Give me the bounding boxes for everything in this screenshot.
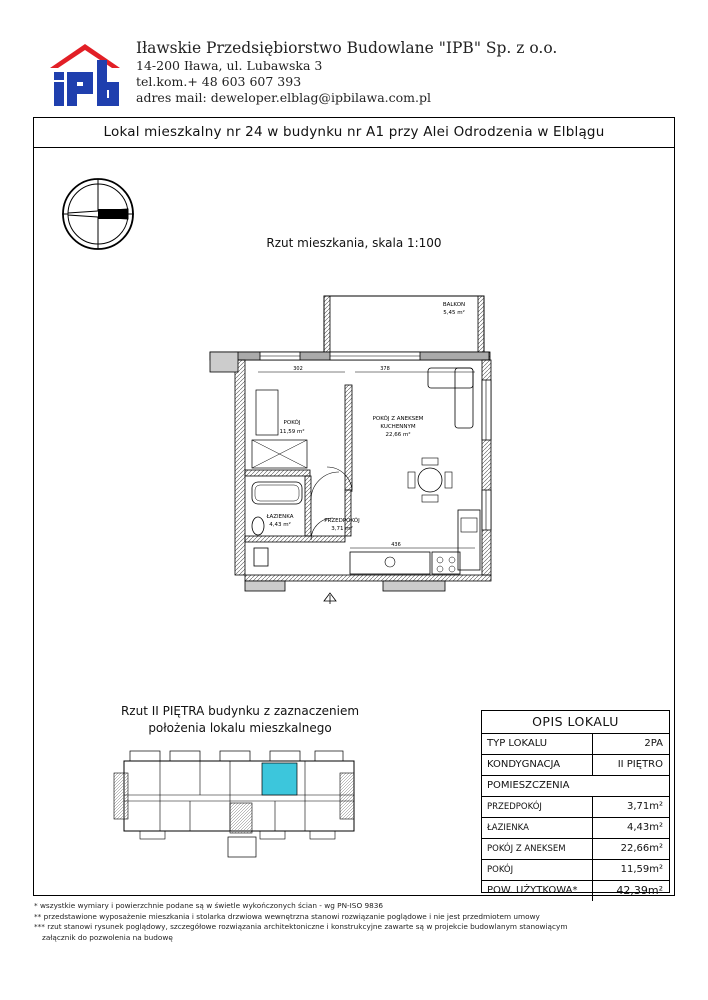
table-row-total	[482, 881, 669, 901]
ipb-logo	[46, 42, 124, 108]
footnotes	[34, 901, 674, 943]
apartment-floor-plan	[200, 290, 500, 610]
lazienka-area: 4,43 m²	[269, 522, 291, 528]
pokoj-label: POKÓJ	[283, 420, 301, 426]
lazienka-label: ŁAZIENKA	[266, 514, 294, 520]
row-label: POMIESZCZENIA	[487, 780, 570, 791]
row-value: 11,59m²	[620, 864, 663, 875]
dimension-436: 436	[391, 542, 401, 548]
table-row	[482, 839, 669, 860]
company-info	[136, 38, 557, 106]
apartment-highlight	[262, 763, 297, 795]
opis-lokalu-table	[481, 710, 670, 897]
table-row	[482, 755, 669, 776]
table-row	[482, 860, 669, 881]
footnote: *** rzut stanowi rysunek poglądowy, szczegółowe rozwiązania architektoniczne i konstrukcyjne zawarte są w projekcie budowlanym stanowiącym	[34, 922, 568, 931]
opis-title: OPIS LOKALU	[482, 711, 669, 734]
pokoj-aneks-area: 22,66 m²	[385, 432, 411, 438]
floor-caption	[90, 703, 390, 737]
company-name: Iławskie Przedsiębiorstwo Budowlane "IPB" Sp. z o.o.	[136, 39, 558, 57]
pokoj-aneks-label-2: KUCHENNYM	[380, 424, 416, 430]
pokoj-aneks-label: POKÓJ Z ANEKSEM	[372, 416, 424, 422]
footnote: załącznik do pozwolenia na budowę	[42, 932, 173, 942]
row-label: POKÓJ	[487, 865, 514, 875]
document-header	[0, 0, 708, 115]
row-value: 42,39m²	[616, 884, 663, 897]
row-value: 22,66m²	[620, 843, 663, 854]
footnote: ** przedstawione wyposażenie mieszkania i stolarka drzwiowa wewnętrzna stanowi rozwiązanie poglądowe i nie jest przedmiotem umowy	[34, 911, 540, 921]
document-title: Lokal mieszkalny nr 24 w budynku nr A1 przy Alei Odrodzenia w Elblągu	[34, 118, 674, 148]
table-row	[482, 776, 669, 797]
przedpokoj-label: PRZEDPOKÓJ	[324, 518, 360, 524]
building-floor-plan	[110, 745, 360, 865]
balcony-area: 5,45 m²	[443, 310, 465, 316]
footnote: * wszystkie wymiary i powierzchnie podane są w świetle wykończonych ścian - wg PN-ISO 9836	[34, 901, 384, 910]
row-label: POW. UŻYTKOWA*	[487, 885, 578, 896]
row-label: KONDYGNACJA	[487, 759, 561, 770]
table-row	[482, 818, 669, 839]
pokoj-area: 11,59 m²	[279, 429, 305, 435]
company-email: adres mail: deweloper.elblag@ipbilawa.com.pl	[136, 90, 431, 105]
row-label: POKÓJ Z ANEKSEM	[487, 844, 566, 854]
floor-caption-line-2: położenia lokalu mieszkalnego	[148, 721, 332, 735]
row-value: 2PA	[644, 738, 663, 749]
plan-caption: Rzut mieszkania, skala 1:100	[266, 236, 442, 250]
balcony-label: BALKON	[442, 302, 466, 308]
table-row	[482, 797, 669, 818]
dimension-302: 302	[293, 366, 303, 372]
row-label: TYP LOKALU	[487, 738, 548, 749]
row-value: 4,43m²	[626, 822, 663, 833]
row-label: PRZEDPOKÓJ	[487, 802, 542, 812]
dimension-378: 378	[380, 366, 390, 372]
row-value: 3,71m²	[626, 801, 663, 812]
floor-caption-line-1: Rzut II PIĘTRA budynku z zaznaczeniem	[120, 704, 360, 718]
table-row	[482, 734, 669, 755]
row-label: ŁAZIENKA	[487, 823, 529, 833]
company-phone: tel.kom.+ 48 603 607 393	[136, 74, 302, 89]
przedpokoj-area: 3,71 m²	[331, 526, 353, 532]
company-address: 14-200 Iława, ul. Lubawska 3	[136, 58, 323, 73]
row-value: II PIĘTRO	[617, 759, 663, 770]
